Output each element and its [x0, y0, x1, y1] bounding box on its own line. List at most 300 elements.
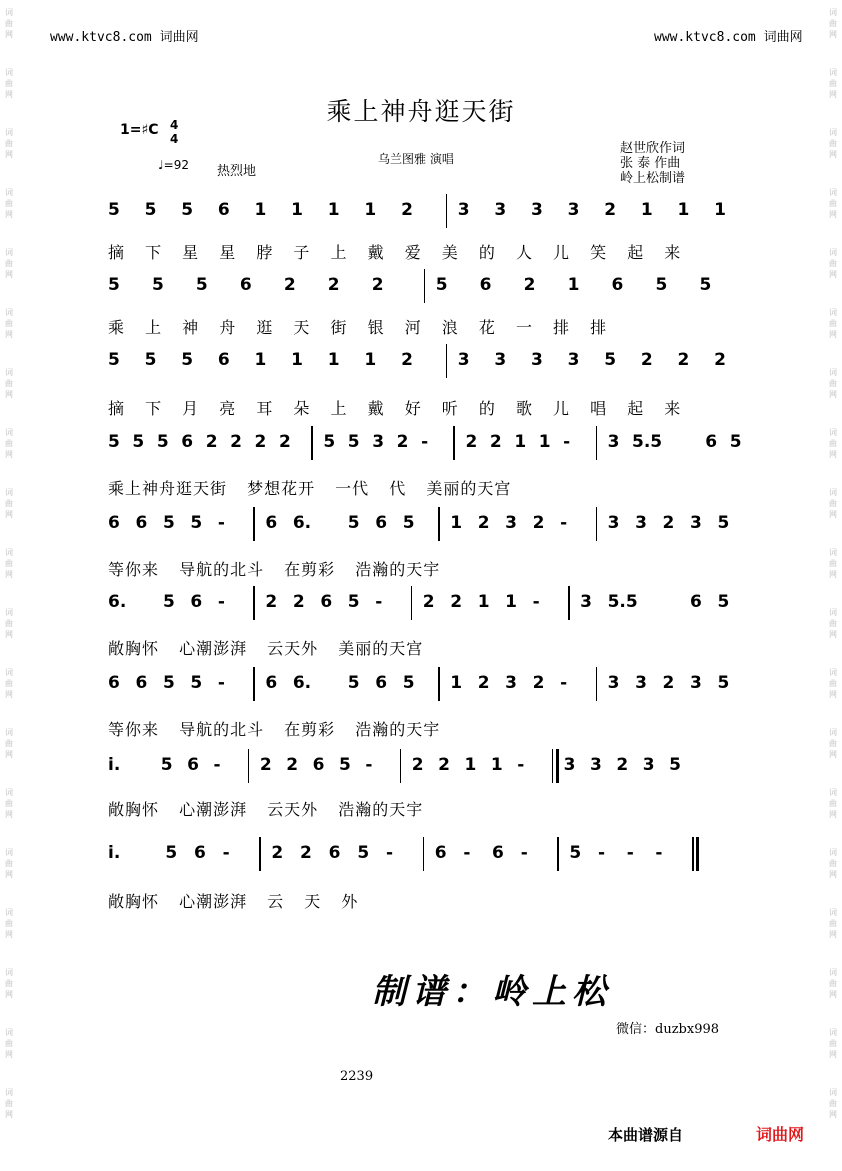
watermark-char: 网: [5, 810, 13, 819]
note: -: [217, 673, 225, 693]
lyric-text: 敞胸怀 心潮澎湃 云 天 外: [108, 892, 359, 911]
site-url-right[interactable]: www.ktvc8.com 词曲网: [654, 30, 803, 45]
watermark-char: 网: [829, 990, 837, 999]
barline: [248, 749, 250, 783]
note: 5: [669, 755, 681, 775]
note: 2: [205, 432, 218, 452]
watermark-char: 网: [5, 1050, 13, 1059]
note: 6: [108, 673, 120, 693]
watermark-char: 词: [829, 608, 837, 617]
watermark-char: 词: [5, 668, 13, 677]
watermark-char: 词: [5, 368, 13, 377]
time-denominator: 4: [170, 132, 179, 146]
note: 2: [677, 350, 690, 370]
watermark-char: 曲: [5, 559, 13, 568]
watermark-char: 网: [829, 450, 837, 459]
signature: 制谱：岭上松: [372, 972, 612, 1012]
note: 3: [505, 513, 518, 533]
wechat-id: 微信：duzbx998: [616, 1022, 720, 1037]
note: 3: [607, 432, 620, 452]
barline: [446, 194, 448, 228]
lyricist-credit: 赵世欣作词: [620, 141, 686, 156]
watermark-char: 网: [5, 870, 13, 879]
lyric-text: 敞胸怀 心潮澎湃 云天外 浩瀚的天宇: [108, 800, 424, 819]
note: 2: [532, 513, 545, 533]
watermark-char: 词: [829, 308, 837, 317]
note: 6: [328, 843, 341, 863]
note: 5: [160, 755, 173, 775]
watermark-char: 词: [5, 8, 13, 17]
watermark-char: 词: [5, 248, 13, 257]
note: 1: [450, 513, 463, 533]
source-label: 本曲谱源自: [608, 1126, 684, 1144]
watermark-char: 网: [5, 750, 13, 759]
note: -: [213, 755, 221, 775]
watermark-char: 网: [5, 150, 13, 159]
lyric-text: 摘 下 月 亮 耳 朵 上 戴 好 听 的 歌 儿 唱 起 来: [108, 399, 682, 418]
watermark-char: 词: [5, 1088, 13, 1097]
note: 6: [479, 275, 492, 295]
lyric-text: 摘 下 星 星 脖 子 上 戴 爱 美 的 人 儿 笑 起 来: [108, 243, 682, 262]
note: 3: [505, 673, 518, 693]
note: 1: [464, 755, 477, 775]
watermark-char: 曲: [5, 979, 13, 988]
watermark-char: 网: [829, 330, 837, 339]
note: -: [560, 513, 568, 533]
note: 2: [489, 432, 502, 452]
note: -: [655, 843, 663, 863]
watermark-char: 曲: [5, 1099, 13, 1108]
note: 2: [422, 592, 435, 612]
watermark-char: 曲: [829, 739, 837, 748]
note: 1: [538, 432, 551, 452]
watermark-char: 曲: [5, 499, 13, 508]
watermark-char: 词: [5, 488, 13, 497]
watermark-char: 网: [829, 90, 837, 99]
watermark-char: 网: [829, 750, 837, 759]
note: 3: [494, 350, 507, 370]
watermark-char: 网: [5, 450, 13, 459]
lyric-row: [108, 476, 748, 500]
note: 1: [364, 350, 377, 370]
note: 1: [490, 755, 503, 775]
watermark-char: 网: [5, 690, 13, 699]
note: 1: [640, 200, 653, 220]
note: 2: [714, 350, 726, 370]
note: 5: [402, 513, 415, 533]
note: 1: [505, 592, 518, 612]
watermark-char: 曲: [829, 139, 837, 148]
note: 2: [438, 755, 450, 775]
watermark-char: 词: [829, 1088, 837, 1097]
lyric-row: [108, 396, 748, 420]
note: -: [532, 592, 540, 612]
watermark-char: 词: [829, 248, 837, 257]
note: -: [386, 843, 394, 863]
note: 6: [194, 843, 206, 863]
watermark-char: 词: [829, 668, 837, 677]
note: 6: [312, 755, 325, 775]
watermark-char: 网: [5, 630, 13, 639]
note: 6: [705, 432, 718, 452]
note: 6: [375, 513, 388, 533]
watermark-char: 词: [829, 68, 837, 77]
note: 6: [375, 673, 388, 693]
barline: [596, 507, 598, 541]
note: -: [598, 843, 606, 863]
barline: [446, 344, 448, 378]
note: 3: [690, 673, 702, 693]
note: 1: [327, 200, 340, 220]
barline: [423, 837, 425, 871]
note: 2: [286, 755, 299, 775]
note: 5: [717, 513, 730, 533]
note: 2: [401, 200, 413, 220]
note: 1: [714, 200, 726, 220]
note: 5: [144, 200, 157, 220]
notation-row: [108, 843, 748, 883]
note: 2: [230, 432, 242, 452]
barline: [453, 426, 455, 460]
barline: [400, 749, 402, 783]
note: 6: [492, 843, 504, 863]
watermark-char: 曲: [5, 259, 13, 268]
watermark-char: 词: [829, 8, 837, 17]
watermark-char: 词: [5, 968, 13, 977]
lyric-row: [108, 636, 748, 660]
note: 5: [195, 275, 208, 295]
barline: [696, 837, 699, 871]
notation-row: [108, 432, 748, 472]
source-site-link[interactable]: 词曲网: [756, 1125, 805, 1144]
watermark-char: 网: [829, 210, 837, 219]
watermark-char: 词: [829, 788, 837, 797]
note: 5: [108, 350, 120, 370]
barline: [552, 749, 554, 783]
watermark-char: 曲: [5, 799, 13, 808]
watermark-char: 网: [829, 1050, 837, 1059]
note: 5: [655, 275, 668, 295]
page-number: 2239: [340, 1069, 374, 1084]
barline: [438, 667, 440, 701]
note: 6: [434, 843, 447, 863]
note: 5: [190, 513, 203, 533]
lyric-text: 敞胸怀 心潮澎湃 云天外 美丽的天宫: [108, 639, 424, 658]
note: 3: [372, 432, 385, 452]
watermark-char: 网: [5, 510, 13, 519]
note: 2: [396, 432, 409, 452]
barline: [438, 507, 440, 541]
watermark-char: 曲: [829, 559, 837, 568]
watermark-char: 词: [5, 908, 13, 917]
note: 3: [530, 350, 543, 370]
note: 5: [151, 275, 164, 295]
note: 6.: [292, 513, 312, 533]
note: 6: [611, 275, 624, 295]
note: 2: [371, 275, 384, 295]
watermark-char: 曲: [829, 619, 837, 628]
note: 3: [494, 200, 507, 220]
note: i.: [108, 755, 121, 775]
lyric-row: [108, 240, 748, 264]
note: 2: [662, 673, 675, 693]
watermark-char: 曲: [829, 799, 837, 808]
notation-row: [108, 275, 748, 315]
time-signature: [170, 118, 178, 146]
watermark-char: 词: [5, 68, 13, 77]
note: 6: [108, 513, 120, 533]
watermark-char: 网: [5, 930, 13, 939]
key-signature: 1=♯C: [120, 122, 159, 138]
note: 6: [135, 513, 148, 533]
note: i.: [108, 843, 121, 863]
note: 5: [435, 275, 448, 295]
arranger-credit: 岭上松制谱: [620, 171, 686, 186]
watermark-char: 网: [829, 270, 837, 279]
note: 1: [450, 673, 463, 693]
watermark-char: 曲: [5, 739, 13, 748]
watermark-char: 曲: [5, 859, 13, 868]
note: 2: [265, 592, 278, 612]
note: 2: [450, 592, 463, 612]
note: 5: [717, 592, 730, 612]
watermark-char: 词: [829, 368, 837, 377]
watermark-char: 网: [829, 870, 837, 879]
note: 5: [190, 673, 203, 693]
note: 3: [457, 200, 470, 220]
watermark-char: 曲: [829, 79, 837, 88]
note: 3: [567, 200, 580, 220]
note: 2: [327, 275, 340, 295]
watermark-char: 词: [5, 728, 13, 737]
note: 2: [477, 513, 490, 533]
lyric-row: [108, 717, 748, 741]
watermark-char: 网: [5, 990, 13, 999]
singer-credit: 乌兰图雅 演唱: [378, 152, 454, 166]
notation-row: [108, 673, 748, 713]
note: 5: [729, 432, 742, 452]
composer-credit: 张 泰 作曲: [620, 156, 681, 171]
watermark-char: 网: [829, 390, 837, 399]
site-url-left[interactable]: www.ktvc8.com 词曲网: [50, 30, 199, 45]
note: 5: [108, 200, 120, 220]
lyric-text: 等你来 导航的北斗 在剪彩 浩瀚的天宇: [108, 560, 441, 579]
notation-row: [108, 592, 748, 632]
song-title: 乘上神舟逛天街: [326, 97, 516, 126]
note: 6: [320, 592, 333, 612]
note: 3: [457, 350, 470, 370]
note: 5: [162, 592, 175, 612]
barline: [568, 586, 570, 620]
note: 5: [162, 513, 175, 533]
credits-block: [620, 141, 685, 186]
note: 6: [190, 592, 203, 612]
note: 5: [604, 350, 617, 370]
watermark-char: 网: [5, 390, 13, 399]
note: 6: [265, 513, 278, 533]
tempo-mark: ♩=92: [158, 158, 189, 172]
note: 5: [339, 755, 351, 775]
watermark-char: 曲: [829, 19, 837, 28]
watermark-char: 网: [829, 690, 837, 699]
note: 1: [514, 432, 527, 452]
watermark-char: 网: [5, 270, 13, 279]
watermark-char: 网: [829, 30, 837, 39]
note: 2: [411, 755, 424, 775]
note: -: [560, 673, 568, 693]
note: 1: [254, 200, 267, 220]
note: 2: [662, 513, 675, 533]
time-numerator: 4: [170, 118, 179, 132]
note: 6.: [292, 673, 312, 693]
watermark-char: 曲: [829, 379, 837, 388]
note: 5: [181, 200, 194, 220]
barline: [311, 426, 313, 460]
note: 6.: [108, 592, 127, 612]
watermark-char: 曲: [829, 859, 837, 868]
note: 5: [156, 432, 169, 452]
watermark-char: 曲: [5, 919, 13, 928]
watermark-char: 词: [829, 488, 837, 497]
watermark-char: 曲: [829, 1099, 837, 1108]
note: -: [365, 755, 373, 775]
watermark-char: 词: [829, 1028, 837, 1037]
note: 5: [347, 513, 360, 533]
watermark-char: 曲: [5, 619, 13, 628]
notation-row: [108, 755, 748, 795]
watermark-char: 词: [829, 548, 837, 557]
note: 2: [616, 755, 629, 775]
watermark-char: 曲: [829, 499, 837, 508]
watermark-char: 曲: [5, 79, 13, 88]
note: 2: [477, 673, 490, 693]
watermark-char: 网: [829, 510, 837, 519]
note: 1: [677, 200, 690, 220]
note: 2: [259, 755, 272, 775]
watermark-char: 网: [5, 30, 13, 39]
note: 6: [181, 432, 194, 452]
watermark-char: 曲: [5, 379, 13, 388]
watermark-char: 词: [5, 128, 13, 137]
watermark-char: 曲: [5, 439, 13, 448]
note: 2: [465, 432, 478, 452]
notation-row: [108, 513, 748, 553]
left-watermark-column: [0, 0, 18, 1171]
note: 3: [563, 755, 576, 775]
lyric-row: [108, 315, 748, 339]
barline: [411, 586, 413, 620]
note: -: [217, 513, 225, 533]
note: 2: [604, 200, 617, 220]
watermark-char: 词: [829, 428, 837, 437]
barline: [253, 667, 255, 701]
note: 2: [523, 275, 536, 295]
note: 5: [132, 432, 145, 452]
right-watermark-column: [824, 0, 842, 1171]
watermark-char: 曲: [5, 139, 13, 148]
note: 5: [108, 275, 120, 295]
note: 6: [217, 200, 230, 220]
note: 5.5: [632, 432, 663, 452]
watermark-char: 词: [5, 1028, 13, 1037]
note: 3: [607, 513, 620, 533]
watermark-char: 词: [829, 848, 837, 857]
watermark-char: 网: [829, 150, 837, 159]
watermark-char: 词: [5, 608, 13, 617]
note: -: [563, 432, 571, 452]
watermark-char: 词: [5, 848, 13, 857]
note: 3: [635, 673, 647, 693]
note: 1: [477, 592, 490, 612]
note: 5: [402, 673, 415, 693]
watermark-char: 网: [829, 930, 837, 939]
note: 2: [401, 350, 413, 370]
note: 2: [300, 843, 312, 863]
barline: [692, 837, 694, 871]
watermark-char: 曲: [5, 319, 13, 328]
note: 3: [607, 673, 620, 693]
watermark-char: 词: [829, 728, 837, 737]
note: -: [520, 843, 528, 863]
watermark-char: 词: [5, 548, 13, 557]
note: 2: [254, 432, 267, 452]
watermark-char: 网: [829, 1110, 837, 1119]
note: 5: [347, 592, 360, 612]
watermark-char: 曲: [829, 319, 837, 328]
watermark-char: 曲: [829, 199, 837, 208]
watermark-char: 曲: [829, 919, 837, 928]
note: 3: [642, 755, 655, 775]
watermark-char: 网: [5, 330, 13, 339]
note: 5: [108, 432, 120, 452]
note: 6: [239, 275, 252, 295]
note: 2: [292, 592, 305, 612]
notation-row: [108, 350, 748, 390]
watermark-char: 网: [5, 210, 13, 219]
note: 6: [265, 673, 278, 693]
watermark-char: 曲: [5, 1039, 13, 1048]
watermark-char: 网: [829, 570, 837, 579]
watermark-char: 词: [5, 308, 13, 317]
watermark-char: 网: [5, 1110, 13, 1119]
style-mark: 热烈地: [217, 164, 257, 179]
watermark-char: 曲: [5, 679, 13, 688]
watermark-char: 词: [5, 428, 13, 437]
note: 2: [532, 673, 545, 693]
note: 3: [530, 200, 543, 220]
note: 3: [635, 513, 647, 533]
barline: [253, 586, 255, 620]
watermark-char: 曲: [829, 979, 837, 988]
lyric-row: [108, 797, 748, 821]
watermark-char: 曲: [829, 439, 837, 448]
note: -: [421, 432, 429, 452]
note: 6: [187, 755, 199, 775]
lyric-text: 乘上神舟逛天街 梦想花开 一代 代 美丽的天宫: [108, 479, 512, 498]
lyric-row: [108, 557, 748, 581]
note: 5: [323, 432, 336, 452]
note: 2: [283, 275, 296, 295]
note: 2: [271, 843, 284, 863]
watermark-char: 曲: [829, 259, 837, 268]
note: 6: [135, 673, 148, 693]
barline: [596, 426, 598, 460]
note: -: [222, 843, 230, 863]
watermark-char: 词: [5, 188, 13, 197]
watermark-char: 曲: [5, 19, 13, 28]
watermark-char: 词: [829, 968, 837, 977]
watermark-char: 词: [829, 128, 837, 137]
